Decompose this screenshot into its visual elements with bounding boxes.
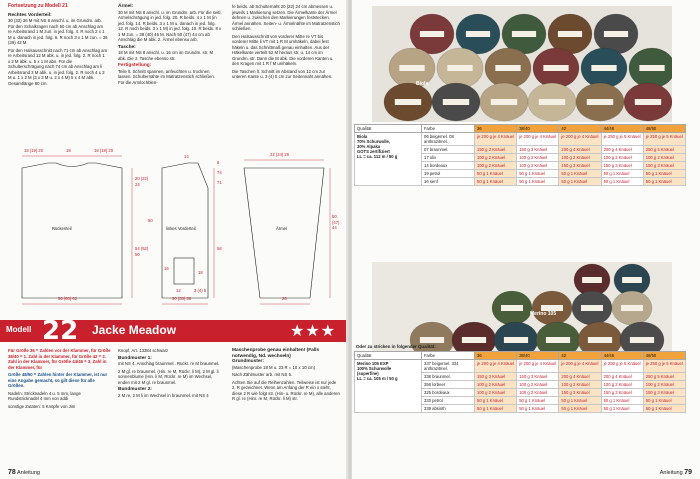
measure-bottom-5: 3 (4) 5 bbox=[194, 288, 207, 293]
rechtes-vorderteil-text-2: Für den Halsausschnitt nach 71 cm ab Anschlag am re Arbeitsrand 12 M abk. u. in jed. folg. 2. R noch 1 x 2 M abk. u. 5 x 1 M abn. Für die Schulterschrägung nach 74 cm ab Anschlag am li Arbeitsrand 3 M abk. u. in jed. folg. 2. R noch 4 x 3 M u. 1 x 2 M (3 x 3 M u. 2 x 4 M) 5 x 4 M abk. Gesamtlänge 80 cm. bbox=[8, 47, 108, 86]
yarn-band bbox=[630, 337, 654, 343]
table1-header-quality: Qualität bbox=[355, 125, 422, 133]
grundmuster-text-3: Achten Sie auf die Reihenzahlen. Teilweise ist nur jede 2. R gezeichnet. Wenn am Anfang der R ein x steht, diese 2 R wie folgt str. (Hin- u. Rückr. re M), alle anderen R gl. re (Hinr. re M, Rückr. li M) str. bbox=[232, 379, 340, 401]
table2-amount-cell: 50 g 1 Knäuel bbox=[559, 405, 601, 413]
table2-amount-cell: 50 g 1 Knäuel bbox=[517, 405, 559, 413]
table2-color-cell: 325 bordeaux bbox=[422, 389, 475, 397]
measure-bottom-1: 56 (60) 62 bbox=[58, 296, 78, 301]
size-intro-blue: Größe 48/50 = Zahlen hinter der Klammer, ist nur eine Angabe gemacht, so gilt diese für alle Größen. bbox=[8, 372, 108, 388]
left-footer bbox=[8, 469, 40, 476]
table1-body bbox=[355, 133, 686, 186]
continuation-heading: Fortsetzung zu Modell 21 bbox=[8, 3, 68, 9]
table1-yarn-line: Biola bbox=[357, 134, 368, 139]
measure-bottom-3: 12 bbox=[176, 288, 181, 293]
maschenprobe-heading: Maschenprobe genau einhalten! (Falls notwendig, Nd. wechseln) bbox=[232, 348, 320, 359]
table1-amount-cell: 200 g 4 Knäuel bbox=[601, 146, 643, 154]
measure-side-7: 50 (47) 44 bbox=[332, 214, 340, 231]
table2-color-cell: 356 lorbeer bbox=[422, 381, 475, 389]
measure-side-1: 20 (22) 24 bbox=[135, 176, 149, 187]
yarn-table-merino bbox=[354, 351, 686, 413]
table2-yarn-line: 100% Schurwolle bbox=[357, 366, 392, 371]
yarn-photo-merino-label: Merino 105 bbox=[530, 311, 557, 317]
yarn-band bbox=[543, 65, 568, 71]
front-panel-label: linkes Vorderteil bbox=[166, 226, 196, 231]
right-page bbox=[352, 0, 700, 479]
table1-header-size-4: 44/46 bbox=[601, 125, 643, 133]
tasche-heading: Tasche: bbox=[118, 44, 136, 50]
table2-header-size-2: 38/40 bbox=[517, 352, 559, 360]
table1-amount-cell: 50 g 1 Knäuel bbox=[517, 170, 559, 178]
table1-amount-cell: 50 g 1 Knäuel bbox=[643, 170, 685, 178]
table1-amount-cell: 50 g 1 Knäuel bbox=[475, 170, 517, 178]
table1-amount-cell: 150 g 3 Knäuel bbox=[517, 146, 559, 154]
table2-amount-cell: 150 g 3 Knäuel bbox=[517, 373, 559, 381]
table1-yarn-line: LL = ca. 112 m / 50 g bbox=[357, 154, 398, 159]
table2-amount-cell: 200 g 4 Knäuel bbox=[601, 373, 643, 381]
table1-amount-cell: 100 g 2 Knäuel bbox=[517, 154, 559, 162]
grundmuster-heading: Grundmuster: bbox=[232, 359, 264, 364]
table2-amount-cell: 150 g 3 Knäuel bbox=[475, 373, 517, 381]
table2-color-cell: 338 braunmel. bbox=[422, 373, 475, 381]
model-label: Modell bbox=[6, 325, 32, 334]
measure-side-8: 56 bbox=[217, 246, 222, 251]
table2-amount-cell: 150 g 3 Knäuel bbox=[643, 389, 685, 397]
table1-header-size-5: 48/50 bbox=[643, 125, 685, 133]
yarn-band bbox=[512, 31, 536, 37]
column-2 bbox=[118, 4, 222, 87]
table1-amount-cell: 100 g 2 Knäuel bbox=[559, 154, 601, 162]
yarn-band bbox=[420, 31, 444, 37]
table2-header-size-1: 36 bbox=[475, 352, 517, 360]
yarn-band bbox=[604, 31, 628, 37]
table1-color-cell: 06 beigemel. 08 anthrazitmel. bbox=[422, 133, 475, 146]
table2-body bbox=[355, 360, 686, 413]
size-intro-red: Für Größe 36 = Zahlen vor der Klammer, für Größe 38/40 = 1. Zahl in der Klammer, für Größe 42 = 2. Zahl in der Klammer, für Größe 44/46 = 3. Zahl in der Klammer, für bbox=[8, 348, 111, 370]
measure-side-3: 80 bbox=[148, 218, 153, 223]
yarn-band bbox=[491, 99, 517, 105]
table1-amount-cell: 50 g 1 Knäuel bbox=[559, 170, 601, 178]
rechtes-vorderteil-text: 30 (33) 36 M mit NS 8 anschl. u. im Grundm. arb. Für den Schalkragen nach 50 cm ab Anschlag am re Arbeitsrand 1 M zun. in jed. folg. 4. R noch 2 x 1 M u. danach in jed. folg. 6. R noch 3 x 1 M zun. = 36 (39) 42 M. bbox=[8, 18, 108, 45]
yarn-band bbox=[621, 305, 643, 311]
table1-amount-cell: je 200 g je 4 Knäuel bbox=[475, 133, 517, 146]
table1-color-cell: 14 bordeaux bbox=[422, 162, 475, 170]
table2-amount-cell: 250 g 5 Knäuel bbox=[643, 373, 685, 381]
table1-amount-cell: 50 g 1 Knäuel bbox=[475, 178, 517, 186]
table1-header-size-3: 42 bbox=[559, 125, 601, 133]
bundmuster2-text: 2 M re, 2 M li im Wechsel in braunmel. mit NS 4 bbox=[118, 392, 209, 398]
col3-text: fe beids. ab Schulternaht 20 (22) 24 cm abmessen u. jeweils 1 Markierung setzen. Die Ärmelkante der Ärmel dehnen u. zwischen den Markierungen feststecken. Ärmel annähen. Seiten- u. Ärmelnähte im Matratzenstich schließen. bbox=[232, 4, 340, 31]
bund-column bbox=[118, 348, 222, 400]
table2-header-color: Farbe bbox=[422, 352, 475, 360]
fertigstellung-text: Teile lt. Schnitt spannen, anfeuchten u. trocknen lassen. Schulternähte im Matratzenstich schließen. Für die Armlochblen- bbox=[118, 68, 215, 85]
left-page bbox=[0, 0, 348, 479]
yarn-band bbox=[587, 99, 613, 105]
yarn-band bbox=[504, 337, 528, 343]
measure-bottom-4: 26 bbox=[282, 296, 287, 301]
table2-amount-cell: 50 g 1 Knäuel bbox=[601, 405, 643, 413]
table2-yarn-line: LL = ca. 105 m / 50 g bbox=[357, 376, 398, 381]
tasche-text: 18 M mit NS 8 anschl. u. 16 cm im Grundm. str. M abk. Die 2. Tasche ebenso str. bbox=[118, 50, 214, 61]
table2-amount-cell: 50 g 1 Knäuel bbox=[559, 397, 601, 405]
pocket-outline bbox=[174, 258, 194, 284]
table1-amount-cell: 100 g 2 Knäuel bbox=[517, 162, 559, 170]
right-footer-label: Anleitung bbox=[659, 470, 683, 476]
table1-amount-cell: 150 g 3 Knäuel bbox=[475, 146, 517, 154]
table1-yarn-line: 30% Alpaka bbox=[357, 144, 381, 149]
table1-header-color: Farbe bbox=[422, 125, 475, 133]
yarn-band bbox=[582, 277, 602, 283]
table1-amount-cell: 100 g 2 Knäuel bbox=[475, 162, 517, 170]
yarn-band bbox=[639, 65, 664, 71]
table1-header-size-1: 36 bbox=[475, 125, 517, 133]
table2-amount-cell: 100 g 2 Knäuel bbox=[643, 381, 685, 389]
table2-color-cell: 337 beigemel. 334 anthrazitmel. bbox=[422, 360, 475, 373]
table2-header-size-4: 44/46 bbox=[601, 352, 643, 360]
table1-color-cell: 16 senf bbox=[422, 178, 475, 186]
grundmuster-column bbox=[232, 348, 340, 404]
table2-amount-cell: je 250 g je 5 Knäuel bbox=[601, 360, 643, 373]
measure-side-6: 6 bbox=[217, 160, 220, 165]
table1-yarn-line: GOTS zertifiziert bbox=[357, 149, 390, 154]
table2-color-cell: 339 absinth bbox=[422, 405, 475, 413]
fertigstellung-heading: Fertigstellung: bbox=[118, 63, 152, 68]
table2-yarn-line: Merino 105 EXP bbox=[357, 361, 389, 366]
measure-top-2: 18 bbox=[66, 148, 71, 153]
table2-amount-cell: 150 g 3 Knäuel bbox=[601, 389, 643, 397]
table2-amount-cell: 50 g 1 Knäuel bbox=[475, 405, 517, 413]
table1-amount-cell: je 200 g je 4 Knäuel bbox=[517, 133, 559, 146]
table2-amount-cell: 100 g 2 Knäuel bbox=[475, 381, 517, 389]
table2-amount-cell: 100 g 2 Knäuel bbox=[517, 389, 559, 397]
table1-amount-cell: je 250 g je 5 Knäuel bbox=[601, 133, 643, 146]
aermel-heading: Ärmel: bbox=[118, 4, 134, 9]
bundmuster2-heading: Bundmuster 2: bbox=[118, 387, 152, 392]
table1-amount-cell: 250 g 5 Knäuel bbox=[643, 146, 685, 154]
back-panel-label: Rückenteil bbox=[52, 226, 72, 231]
table2-amount-cell: je 200 g je 4 Knäuel bbox=[475, 360, 517, 373]
pattern-schematic bbox=[12, 148, 342, 308]
yarn-band bbox=[581, 305, 603, 311]
yarn-band bbox=[399, 65, 424, 71]
table1-amount-cell: je 200 g je 4 Knäuel bbox=[559, 133, 601, 146]
measure-top-5: 14 bbox=[184, 154, 189, 159]
table1-amount-cell: 100 g 2 Knäuel bbox=[643, 154, 685, 162]
table1-amount-cell: 200 g 4 Knäuel bbox=[559, 146, 601, 154]
order-alternative-line: Oder zu stricken in folgender Qualität: bbox=[356, 344, 436, 349]
table2-header-size-3: 42 bbox=[559, 352, 601, 360]
left-page-number: 78 bbox=[8, 469, 16, 476]
table1-color-cell: 07 braunmel. bbox=[422, 146, 475, 154]
table2-amount-cell: 50 g 1 Knäuel bbox=[475, 397, 517, 405]
table2-row bbox=[355, 360, 686, 373]
yarn-band bbox=[462, 337, 486, 343]
yarn-band bbox=[622, 277, 642, 283]
yarn-band bbox=[395, 99, 421, 105]
yarn-band bbox=[501, 305, 523, 311]
yarn-band bbox=[420, 337, 444, 343]
right-footer bbox=[660, 469, 692, 476]
table1-color-cell: 17 oliv bbox=[422, 154, 475, 162]
table2-amount-cell: 50 g 1 Knäuel bbox=[601, 397, 643, 405]
yarn-band bbox=[466, 31, 490, 37]
col3-text-3: Die Taschen lt. Schnitt im Abstand von 12 cm zur unteren Kante u. 3 (4) 5 cm zur Seitennaht annähen. bbox=[232, 68, 333, 79]
table2-amount-cell: 100 g 2 Knäuel bbox=[517, 381, 559, 389]
measure-top-3: 18 (19) 20 bbox=[94, 148, 114, 153]
table1-amount-cell: 100 g 2 Knäuel bbox=[601, 154, 643, 162]
table1-amount-cell: je 250 g je 5 Knäuel bbox=[643, 133, 685, 146]
measure-top-1: 18 (19) 20 bbox=[24, 148, 44, 153]
model-number: 22 bbox=[42, 316, 79, 346]
table2-header-quality: Qualität bbox=[355, 352, 422, 360]
yarn-photo-biola-label: Biola bbox=[416, 81, 429, 87]
measure-side-4: 74 bbox=[217, 170, 222, 175]
measure-side-10: 16 bbox=[164, 266, 169, 271]
model-title: Jacke Meadow bbox=[92, 323, 177, 337]
yarn-table-biola bbox=[354, 124, 686, 186]
yarn-band bbox=[635, 99, 661, 105]
table2-amount-cell: 150 g 3 Knäuel bbox=[559, 389, 601, 397]
bundmuster1-heading: Bundmuster 1: bbox=[118, 355, 152, 361]
yarn-band bbox=[495, 65, 520, 71]
rechtes-vorderteil-heading: Rechtes Vorderteil: bbox=[8, 12, 52, 18]
yarn-band bbox=[539, 99, 565, 105]
grundmuster-text: (Maschenprobe 18 M u. 23 R = 10 x 10 cm) bbox=[232, 364, 315, 370]
table2-amount-cell: 100 g 2 Knäuel bbox=[601, 381, 643, 389]
table1-amount-cell: 50 g 1 Knäuel bbox=[643, 178, 685, 186]
table2-amount-cell: 200 g 4 Knäuel bbox=[559, 373, 601, 381]
difficulty-stars: ★★★ bbox=[289, 323, 336, 340]
column-3 bbox=[232, 4, 340, 82]
left-footer-label: Anleitung bbox=[17, 470, 40, 476]
measure-side-5: 71 bbox=[217, 180, 222, 185]
yarn-band bbox=[546, 337, 570, 343]
table2-amount-cell: 50 g 1 Knäuel bbox=[643, 405, 685, 413]
measure-top-4: 22 (24) 26 bbox=[270, 152, 290, 157]
yarn-band bbox=[558, 31, 582, 37]
bundmuster1-text-2: 2 M gl. re braunmel. (Hin. re M, Rückr. li M), 2 M gl. li sonnenblume (Hin. li M, Rückr. re M) im Wechsel, enden mit 2 M gl. re braunmel. bbox=[118, 368, 219, 385]
sleeve-label: Ärmel bbox=[276, 226, 287, 231]
zutaten-text: sonstige Zutaten: 5 Knöpfe von Jim bbox=[8, 403, 76, 409]
grundmuster-text-2: Nach Zählmuster arb. mit NS 5. bbox=[232, 372, 293, 377]
table1-yarn-line: 70% Schurwolle, bbox=[357, 139, 391, 144]
model-banner bbox=[0, 316, 346, 346]
col3-text-2: Den Halsausschnitt von vorderer Mitte re VT bis vorderer Mitte li VT mit 1 R M umhäkeln, dabei fest häkeln u. das Schnittmaß genau einhalten. Aus der Häkelkante verteilt 52 M heraus str. u. 14 cm im Grundm. str. Dann die M abk. Die vorderen Kanten u. den Kragen mit 1 R f M umhäkeln. bbox=[232, 33, 334, 66]
table2-amount-cell: 50 g 1 Knäuel bbox=[643, 397, 685, 405]
right-page-number: 79 bbox=[684, 469, 692, 476]
table1-yarn-quality bbox=[355, 133, 422, 186]
table2-header-size-5: 48/50 bbox=[643, 352, 685, 360]
table1-amount-cell: 50 g 1 Knäuel bbox=[559, 178, 601, 186]
table1-amount-cell: 100 g 2 Knäuel bbox=[475, 154, 517, 162]
aermel-text: 30 M mit NS 8 anschl. u. im Grundm. arb. Für die seitl. Armelschrägung in jed. folg. 20. R beids. 4 x 1 M (in jed. folg. 14. R beids. 3 x 1 M u. danach in jed. folg. 12. R noch beids. 3 x 1 M) in jed. folg. 10. R beids. 8 x 1 M zun. = 38 (40) 46 M. Nach 50 (47) 44 cm ab Anschlag die M abk. 2. Ärmel ebenso arb. bbox=[118, 9, 222, 42]
sizes-column bbox=[8, 348, 112, 411]
column-1 bbox=[8, 4, 108, 88]
knopf-text: Knopf, Art. 13384 schwarz bbox=[118, 348, 169, 353]
table1-row bbox=[355, 133, 686, 146]
bundmuster1-text: mit NS 4. Anschlag braunmel.. Rückr. re M braunmel. bbox=[118, 361, 220, 366]
table1-amount-cell: 150 g 3 Knäuel bbox=[559, 162, 601, 170]
table1-amount-cell: 50 g 1 Knäuel bbox=[601, 170, 643, 178]
table2-amount-cell: 100 g 2 Knäuel bbox=[475, 389, 517, 397]
table2-amount-cell: je 250 g je 5 Knäuel bbox=[643, 360, 685, 373]
measure-side-9: 18 bbox=[198, 270, 203, 275]
table2-color-cell: 333 petrol bbox=[422, 397, 475, 405]
yarn-band bbox=[588, 337, 612, 343]
table2-amount-cell: 100 g 2 Knäuel bbox=[559, 381, 601, 389]
table1-header-size-2: 38/40 bbox=[517, 125, 559, 133]
yarn-band bbox=[443, 99, 469, 105]
yarn-band bbox=[447, 65, 472, 71]
table1-color-cell: 19 petrol bbox=[422, 170, 475, 178]
back-panel-outline bbox=[22, 163, 122, 298]
sleeve-outline bbox=[244, 168, 324, 298]
table1-amount-cell: 150 g 3 Knäuel bbox=[601, 162, 643, 170]
yarn-photo-biola bbox=[372, 6, 672, 122]
table1-amount-cell: 150 g 3 Knäuel bbox=[643, 162, 685, 170]
table2-yarn-quality bbox=[355, 360, 422, 413]
table2-amount-cell: je 200 g je 4 Knäuel bbox=[517, 360, 559, 373]
table2-amount-cell: je 200 g je 4 Knäuel bbox=[559, 360, 601, 373]
measure-side-2: 54 (52) 50 bbox=[135, 246, 149, 257]
measure-bottom-2: 30 (33) 36 bbox=[172, 296, 192, 301]
table2-yarn-line: (superfine) bbox=[357, 371, 379, 376]
nadeln-text: Nadeln: Stricknadeln 4 u. 5 mm, lange Rundstricknadel 4 mm von addi bbox=[8, 390, 81, 401]
table1-amount-cell: 50 g 1 Knäuel bbox=[517, 178, 559, 186]
yarn-band bbox=[591, 65, 616, 71]
table2-amount-cell: 50 g 1 Knäuel bbox=[517, 397, 559, 405]
table1-amount-cell: 50 g 1 Knäuel bbox=[601, 178, 643, 186]
